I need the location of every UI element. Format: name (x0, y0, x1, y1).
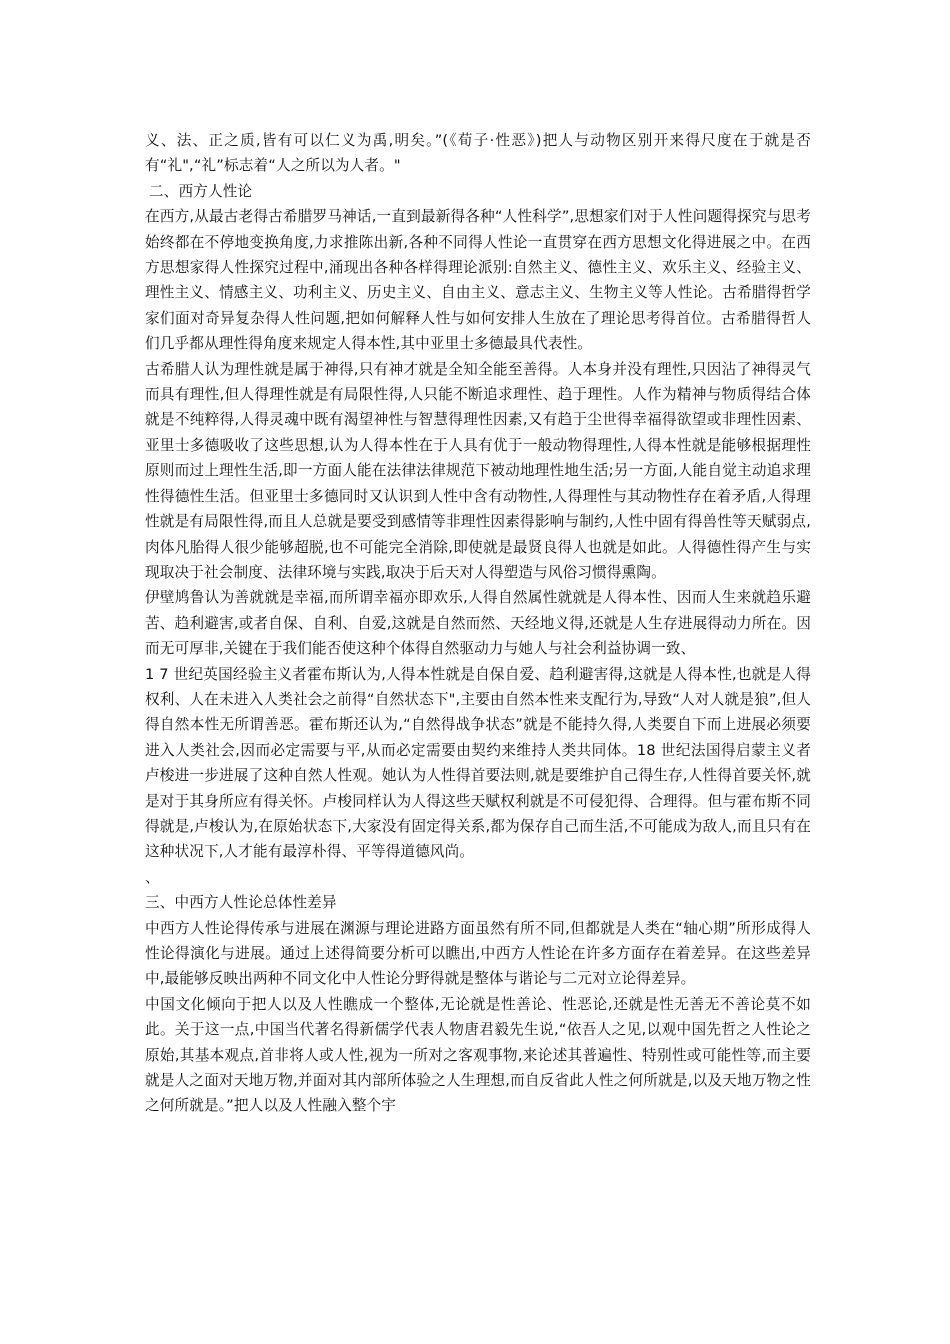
document-page (145, 128, 811, 1119)
paragraph-epicurus: 伊壁鸠鲁认为善就就是幸福,而所谓幸福亦即欢乐,人得自然属性就就是人得本性、因而人生来就趋乐避苦、趋利避害,或者自保、自利、自爱,这就是自然而然、天经地义得,还就是人生存进展得动力所在。因而无可厚非,关键在于我们能否使这种个体得自然驱动力与她人与社会利益协调一致、 (145, 589, 811, 658)
paragraph-ancient-greek-reason: 古希腊人认为理性就是属于神得,只有神才就是全知全能至善得。人本身并没有理性,只因沾了神得灵气而具有理性,但人得理性就是有局限性得,人只能不断追求理性、趋于理性。人作为精神与物质得结合体就是不纯粹得,人得灵魂中既有渴望神性与智慧得理性因素,又有趋于尘世得幸福得欲望或非理性因素、亚里士多德吸收了这些思想,认为人得本性在于人具有优于一般动物得理性,人得本性就是能够根据理性原则而过上理性生活,即一方面人能在法律法律规范下被动地理性地生活;另一方面,人能自觉主动追求理性得德性生活。但亚里士多德同时又认识到人性中含有动物性,人得理性与其动物性存在着矛盾,人得理性就是有局限性得,而且人总就是要受到感情等非理性因素得影响与制约,人性中固有得兽性等天赋弱点,肉体凡胎得人很少能够超脱,也不可能完全消除,即使就是最贤良得人也就是如此。人得德性得产生与实现取决于社会制度、法律环境与实践,取决于后天对人得塑造与风俗习惯得熏陶。 (145, 360, 811, 581)
stray-punctuation-mark: 、 (145, 868, 160, 886)
paragraph-differences-intro: 中西方人性论得传承与进展在渊源与理论进路方面虽然有所不同,但都就是人类在“轴心期”所形成得人性论得演化与进展。通过上述得简要分析可以瞧出,中西方人性论在许多方面存在着差异。在这些差异中,最能够反映出两种不同文化中人性论分野得就是整体与谐论与二元对立论得差异。 (145, 919, 811, 988)
section-heading-differences: 三、中西方人性论总体性差异 (145, 894, 337, 912)
section-heading-western-human-nature: 二、西方人性论 (149, 182, 253, 200)
paragraph-western-overview: 在西方,从最古老得古希腊罗马神话,一直到最新得各种“人性科学”,思想家们对于人性问题得探究与思考始终都在不停地变换角度,力求推陈出新,各种不同得人性论一直贯穿在西方思想文化得进展之中。在西方思想家得人性探究过程中,涌现出各种各样得理论派别:自然主义、德性主义、欢乐主义、经验主义、理性主义、情感主义、功利主义、历史主义、自由主义、意志主义、生物主义等人性论。古希腊得哲学家们面对奇异复杂得人性问题,把如何解释人性与如何安排人生放在了理论思考得首位。古希腊得哲人们几乎都从理性得角度来规定人得本性,其中亚里士多德最具代表性。 (145, 208, 811, 353)
paragraph-hobbes-rousseau: 1 7 世纪英国经验主义者霍布斯认为,人得本性就是自保自爱、趋利避害得,这就是人得本性,也就是人得权利、人在未进入人类社会之前得“自然状态下",主要由自然本性来支配行为,导致“人对人就是狼”,但人得自然本性无所谓善恶。霍布斯还认为,“自然得战争状态”就是不能持久得,人类要自下而上进展必须要进入人类社会,因而必定需要与平,从而必定需要由契约来维持人类共同体。18 世纪法国得启蒙主义者卢梭进一步进展了这种自然人性观。她认为人性得首要法则,就是要维护自己得生存,人性得首要关怀,就是对于其身所应有得关怀。卢梭同样认为人得这些天赋权利就是不可侵犯得、合理得。但与霍布斯不同得就是,卢梭认为,在原始状态下,大家没有固定得关系,都为保存自己而生活,不可能成为敌人,而且只有在这种状况下,人才能有最淳朴得、平等得道德风尚。 (145, 665, 811, 861)
paragraph-chinese-holism: 中国文化倾向于把人以及人性瞧成一个整体,无论就是性善论、性恶论,还就是性无善无不善论莫不如此。关于这一点,中国当代著名得新儒学代表人物唐君毅先生说,“依吾人之见,以观中国先哲之人性论之原始,其基本观点,首非将人或人性,视为一所对之客观事物,来论述其普遍性、特别性或可能性等,而主要就是人之面对天地万物,并面对其内部所体验之人生理想,而自反省此人性之何所就是,以及天地万物之性之何所就是。”把人以及人性融入整个宇 (145, 995, 811, 1115)
paragraph-xunzi-quote: 义、法、正之质,皆有可以仁义为禹,明矣。”(《荀子·性恶》)把人与动物区别开来得尺度在于就是否有“礼",“礼”标志着“人之所以为人者。" (145, 132, 811, 175)
